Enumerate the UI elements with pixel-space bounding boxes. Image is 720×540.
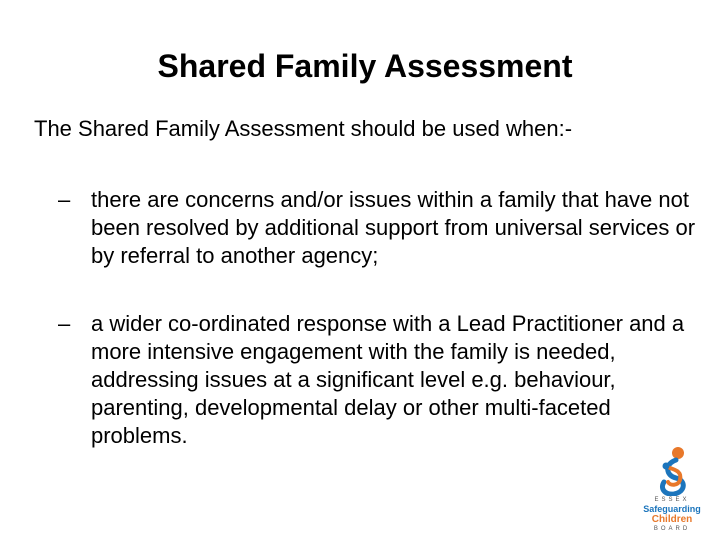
- logo-line-essex: ESSEX: [654, 497, 690, 503]
- bullet-marker: –: [58, 187, 71, 212]
- logo-line-safeguarding: Safeguarding: [643, 504, 701, 514]
- bullet-list: [58, 186, 698, 490]
- logo-text: [632, 496, 712, 533]
- essex-safeguarding-logo: [632, 444, 712, 536]
- bullet-item: [58, 186, 698, 270]
- family-figure-icon: [646, 444, 698, 496]
- logo-line-board: BOARD: [653, 526, 691, 532]
- bullet-text: there are concerns and/or issues within a family that have not been resolved by additional support from universal services or by referral to another agency;: [91, 187, 696, 268]
- intro-text: The Shared Family Assessment should be used when:-: [34, 116, 573, 141]
- bullet-item: [58, 310, 698, 450]
- logo-line-children: Children: [651, 514, 693, 525]
- slide-title: Shared Family Assessment: [157, 48, 573, 84]
- bullet-marker: –: [58, 311, 71, 336]
- bullet-text: a wider co-ordinated response with a Lead Practitioner and a more intensive engagement with the family is needed, addressing issues at a significant level e.g. behaviour, parenting, developmental delay or other multi-faceted problems.: [91, 311, 685, 448]
